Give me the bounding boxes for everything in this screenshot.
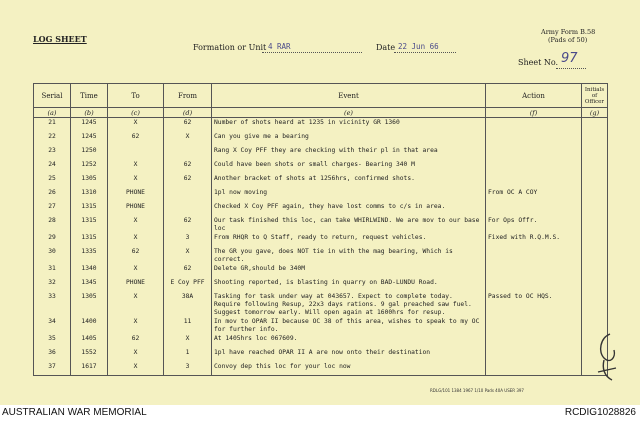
log-row <box>34 334 608 348</box>
cell-to: 62 <box>108 132 164 146</box>
officer-initials-signature <box>590 328 624 384</box>
cell-action <box>486 362 582 376</box>
cell-action <box>486 132 582 146</box>
cell-from: X <box>164 247 212 264</box>
cell-to: X <box>108 118 164 132</box>
cell-initials <box>582 132 608 146</box>
cell-to: PHONE <box>108 278 164 292</box>
cell-serial: 29 <box>34 233 71 247</box>
cell-event: Rang X Coy PFF they are checking with their pl in that area <box>212 146 486 160</box>
cell-to: X <box>108 160 164 174</box>
cell-to: X <box>108 348 164 362</box>
cell-serial: 35 <box>34 334 71 348</box>
cell-initials <box>582 174 608 188</box>
log-entries <box>34 118 608 376</box>
log-row <box>34 348 608 362</box>
formation-value: 4 RAR <box>268 42 291 51</box>
cell-serial: 23 <box>34 146 71 160</box>
cell-initials <box>582 216 608 233</box>
cell-initials <box>582 278 608 292</box>
cell-action: From OC A COY <box>486 188 582 202</box>
cell-action: Passed to OC HQS. <box>486 292 582 317</box>
log-row <box>34 362 608 376</box>
footer-archive-name: AUSTRALIAN WAR MEMORIAL <box>2 407 147 418</box>
cell-action <box>486 146 582 160</box>
cell-time: 1245 <box>71 132 108 146</box>
cell-time: 1552 <box>71 348 108 362</box>
date-label: Date <box>376 43 396 52</box>
col-header-action: Action <box>486 84 582 108</box>
cell-serial: 36 <box>34 348 71 362</box>
cell-time: 1335 <box>71 247 108 264</box>
log-table <box>33 83 608 376</box>
cell-event: Could have been shots or small charges- Bearing 340 M <box>212 160 486 174</box>
col-letter-f: (f) <box>486 108 582 118</box>
sheet-number-underline <box>556 68 586 69</box>
col-header-to: To <box>108 84 164 108</box>
cell-from: 3 <box>164 362 212 376</box>
cell-from <box>164 146 212 160</box>
cell-action <box>486 160 582 174</box>
col-header-serial: Serial <box>34 84 71 108</box>
cell-event: Delete GR,should be 340M <box>212 264 486 278</box>
cell-to: 62 <box>108 247 164 264</box>
cell-time: 1315 <box>71 216 108 233</box>
cell-from: 11 <box>164 317 212 334</box>
cell-serial: 21 <box>34 118 71 132</box>
log-row <box>34 247 608 264</box>
cell-serial: 24 <box>34 160 71 174</box>
cell-event: The GR you gave, does NOT tie in with the mag bearing, Which is correct. <box>212 247 486 264</box>
log-row <box>34 216 608 233</box>
cell-to <box>108 146 164 160</box>
date-value: 22 Jun 66 <box>398 42 439 51</box>
cell-from: 3 <box>164 233 212 247</box>
cell-from: X <box>164 132 212 146</box>
cell-time: 1305 <box>71 174 108 188</box>
cell-action <box>486 247 582 264</box>
cell-time: 1400 <box>71 317 108 334</box>
cell-event: In mov to OPAR II because OC 38 of this area, wishes to speak to my OC for further info. <box>212 317 486 334</box>
cell-to: X <box>108 362 164 376</box>
cell-from: E Coy PFF <box>164 278 212 292</box>
cell-action: For Ops Offr. <box>486 216 582 233</box>
cell-action <box>486 264 582 278</box>
cell-time: 1315 <box>71 202 108 216</box>
cell-to: PHONE <box>108 188 164 202</box>
cell-time: 1345 <box>71 278 108 292</box>
log-row <box>34 264 608 278</box>
cell-serial: 37 <box>34 362 71 376</box>
col-letter-d: (d) <box>164 108 212 118</box>
cell-serial: 25 <box>34 174 71 188</box>
cell-event: Shooting reported, is blasting in quarry on BAD-LUNDU Road. <box>212 278 486 292</box>
cell-action <box>486 174 582 188</box>
cell-from: 62 <box>164 264 212 278</box>
formation-underline <box>262 52 362 53</box>
log-row <box>34 278 608 292</box>
cell-event: Convoy dep this loc for your loc now <box>212 362 486 376</box>
cell-from: 62 <box>164 160 212 174</box>
col-letter-c: (c) <box>108 108 164 118</box>
cell-initials <box>582 233 608 247</box>
cell-serial: 28 <box>34 216 71 233</box>
cell-initials <box>582 292 608 317</box>
cell-time: 1315 <box>71 233 108 247</box>
cell-event: 1pl have reached OPAR II A are now onto their destination <box>212 348 486 362</box>
formation-label: Formation or Unit <box>193 43 267 52</box>
cell-serial: 34 <box>34 317 71 334</box>
cell-event: Can you give me a bearing <box>212 132 486 146</box>
cell-initials <box>582 188 608 202</box>
log-row <box>34 174 608 188</box>
col-letter-e: (e) <box>212 108 486 118</box>
cell-serial: 31 <box>34 264 71 278</box>
cell-event: Tasking for task under way at 043657. Expect to complete today. Require following Resup, 22x3 days rations. 9 gal preached saw fuel. Suggest tomorrow early. Will open again at 1600hrs for resup. <box>212 292 486 317</box>
log-row <box>34 160 608 174</box>
log-row <box>34 118 608 132</box>
col-header-time: Time <box>71 84 108 108</box>
cell-serial: 33 <box>34 292 71 317</box>
cell-time: 1310 <box>71 188 108 202</box>
cell-to: X <box>108 216 164 233</box>
cell-time: 1305 <box>71 292 108 317</box>
cell-event: Another bracket of shots at 1256hrs, confirmed shots. <box>212 174 486 188</box>
log-row <box>34 202 608 216</box>
cell-from <box>164 188 212 202</box>
log-row <box>34 233 608 247</box>
col-letter-a: (a) <box>34 108 71 118</box>
cell-event: Checked X Coy PFF again, they have lost comms to c/s in area. <box>212 202 486 216</box>
cell-initials <box>582 264 608 278</box>
cell-action: Fixed with R.Q.M.S. <box>486 233 582 247</box>
col-header-event: Event <box>212 84 486 108</box>
document-title: LOG SHEET <box>33 34 87 44</box>
cell-from: 62 <box>164 174 212 188</box>
cell-initials <box>582 146 608 160</box>
cell-to: X <box>108 174 164 188</box>
cell-initials <box>582 247 608 264</box>
cell-time: 1250 <box>71 146 108 160</box>
cell-action <box>486 202 582 216</box>
cell-event: Our task finished this loc, can take WHIRLWIND. We are mov to our base loc <box>212 216 486 233</box>
log-row <box>34 146 608 160</box>
sheet-number-label: Sheet No. <box>518 58 559 67</box>
col-letter-g: (g) <box>582 108 608 118</box>
cell-from: 1 <box>164 348 212 362</box>
log-row <box>34 132 608 146</box>
cell-time: 1252 <box>71 160 108 174</box>
sheet-number-value: 97 <box>561 51 578 66</box>
log-row <box>34 317 608 334</box>
log-row <box>34 292 608 317</box>
cell-to: X <box>108 317 164 334</box>
cell-from <box>164 202 212 216</box>
cell-time: 1617 <box>71 362 108 376</box>
cell-time: 1245 <box>71 118 108 132</box>
cell-to: X <box>108 264 164 278</box>
col-header-initials: Initials of Officer <box>582 84 608 108</box>
col-header-from: From <box>164 84 212 108</box>
footer-record-id: RCDIG1028826 <box>564 407 636 418</box>
cell-from: X <box>164 334 212 348</box>
cell-serial: 30 <box>34 247 71 264</box>
cell-serial: 32 <box>34 278 71 292</box>
cell-initials <box>582 202 608 216</box>
cell-from: 62 <box>164 216 212 233</box>
cell-to: X <box>108 292 164 317</box>
cell-from: 38A <box>164 292 212 317</box>
cell-time: 1405 <box>71 334 108 348</box>
cell-event: At 1405hrs loc 067609. <box>212 334 486 348</box>
log-row <box>34 188 608 202</box>
cell-event: 1pl now moving <box>212 188 486 202</box>
cell-event: Number of shots heard at 1235 in vicinity GR 1360 <box>212 118 486 132</box>
cell-initials <box>582 160 608 174</box>
cell-to: X <box>108 233 164 247</box>
cell-from: 62 <box>164 118 212 132</box>
cell-serial: 22 <box>34 132 71 146</box>
cell-initials <box>582 118 608 132</box>
cell-action <box>486 118 582 132</box>
date-underline <box>394 52 456 53</box>
col-letter-b: (b) <box>71 108 108 118</box>
cell-serial: 27 <box>34 202 71 216</box>
cell-time: 1340 <box>71 264 108 278</box>
cell-action <box>486 317 582 334</box>
cell-to: PHONE <box>108 202 164 216</box>
cell-action <box>486 348 582 362</box>
form-reference-line1: Army Form B.58 <box>541 28 596 36</box>
cell-action <box>486 278 582 292</box>
form-reference-line2: (Pads of 50) <box>548 36 588 44</box>
cell-serial: 26 <box>34 188 71 202</box>
cell-event: From RHQR to Q Staff, ready to return, request vehicles. <box>212 233 486 247</box>
cell-to: 62 <box>108 334 164 348</box>
cell-action <box>486 334 582 348</box>
printer-imprint: RDLG/101 1384 1967 1/10 Pads 40A USER 397 <box>430 388 524 393</box>
